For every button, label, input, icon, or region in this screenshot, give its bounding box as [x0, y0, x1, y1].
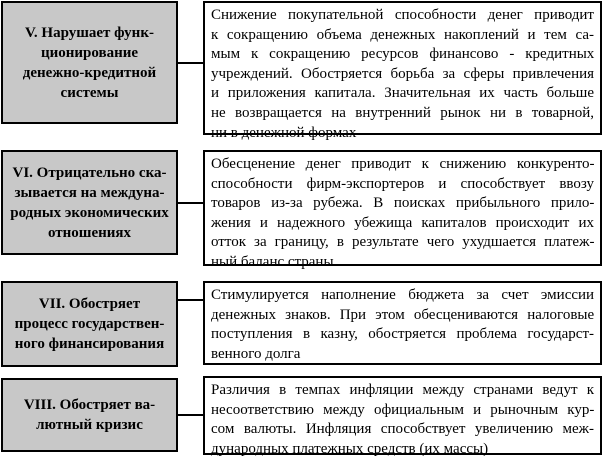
description-box-viii	[203, 376, 602, 455]
consequence-box-vii	[1, 281, 178, 367]
description-line: и приложения капитала. Значительная их часть больше	[211, 85, 595, 102]
description-line: сом валюты. Инфляция способствует увеличению меж-	[211, 421, 594, 438]
connector-line	[178, 202, 203, 204]
description-box-vii	[203, 281, 602, 365]
description-line: жения и надежного убежища капиталов происходит их	[211, 214, 594, 231]
description-line: несоответствию между официальным и рыночным кур-	[211, 401, 595, 418]
description-box-vi	[203, 150, 602, 270]
description-line: Стимулируется наполнение бюджета за счет эмиссии	[211, 287, 595, 303]
description-line: учреждений. Обостряется борьба за сферы привлечения	[211, 65, 595, 82]
description-line: ни в денежной формах	[211, 124, 357, 141]
description-line: не возвращается на внутренний рынок ни в товарной,	[211, 104, 594, 121]
connector-line	[178, 414, 203, 416]
description-line: мым к сокращению ресурсов финансово - кредитных	[211, 46, 595, 63]
consequence-title: V. Нарушает функ- ционирование денежно-кредитной системы	[22, 24, 157, 101]
description-line: Снижение покупательной способности денег приводит	[211, 7, 594, 23]
description-box-v	[203, 1, 602, 141]
consequence-box-vi	[1, 150, 178, 255]
connector-line	[178, 299, 203, 301]
description-line: венного долга	[211, 345, 301, 362]
description-line: отток за границу, в результате чего ухудшается платеж-	[211, 234, 595, 251]
description-line: товаров из-за рубежа. В поисках прибыльного прило-	[211, 195, 595, 212]
description-line: Обесценение денег приводит к снижению конкуренто-	[211, 156, 595, 172]
connector-line	[178, 62, 203, 64]
description-line: ный баланс страны	[211, 253, 334, 270]
consequence-box-v	[1, 1, 178, 124]
description-line: дународных платежных средств (их массы)	[211, 440, 489, 457]
description-line: денежных знаков. При этом обесцениваются налоговые	[211, 306, 595, 323]
consequence-title: VIII. Обостряет ва- лютный кризис	[23, 397, 156, 433]
description-line: к сокращению объема денежных накоплений и тем са-	[211, 26, 594, 43]
description-line: поступления в казну, обостряется проблема государст-	[211, 326, 594, 343]
description-line: способности фирм-экспортеров и способствует ввозу	[211, 175, 594, 192]
consequence-title: VII. Обостряет процесс государствен- ного финансирования	[14, 296, 165, 352]
description-line: Различия в темпах инфляции между странами ведут к	[211, 382, 594, 398]
consequence-title: VI. Отрицательно ска- зывается на междуна- родных экономических отношениях	[10, 164, 169, 241]
consequence-box-viii	[1, 378, 178, 452]
